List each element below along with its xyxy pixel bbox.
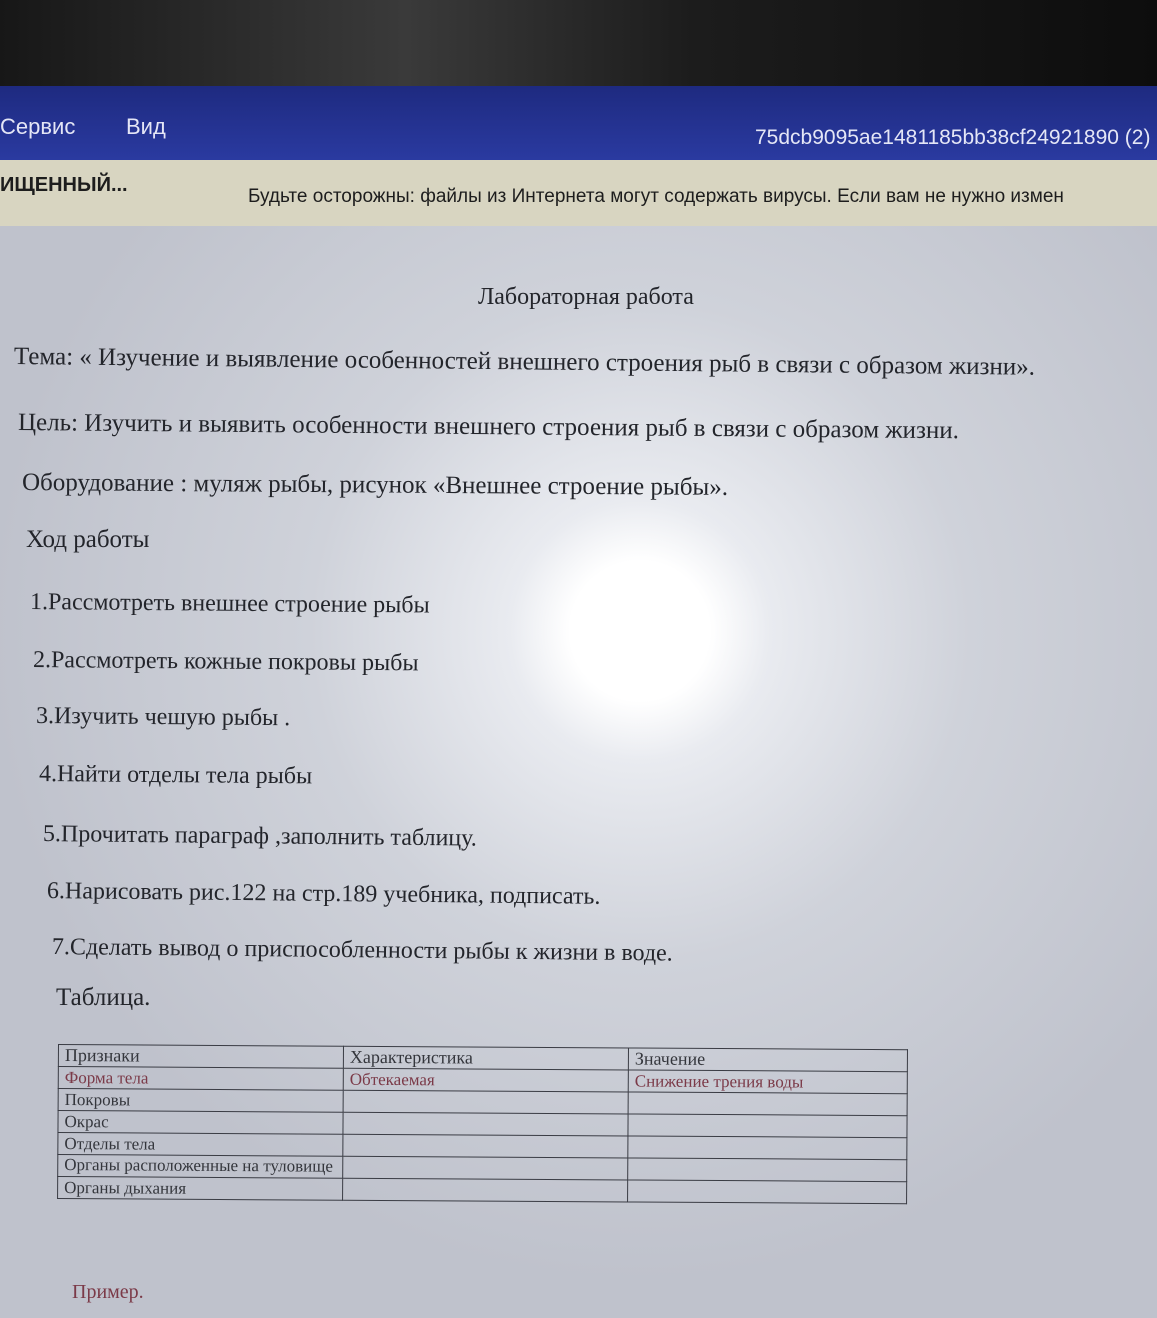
traits-table bbox=[57, 1044, 908, 1204]
table-cell bbox=[343, 1134, 628, 1158]
monitor-bezel bbox=[0, 0, 1157, 86]
table-cell: Обтекаемая bbox=[343, 1068, 628, 1092]
table-cell: Окрас bbox=[58, 1111, 343, 1135]
table-heading: Таблица. bbox=[56, 984, 151, 1011]
menu-bar bbox=[0, 86, 1157, 160]
security-warning: Будьте осторожны: файлы из Интернета могут содержать вирусы. Если вам не нужно измен bbox=[248, 186, 1064, 207]
protected-view-label: ИЩЕННЫЙ... bbox=[0, 174, 128, 196]
column-header: Признаки bbox=[58, 1045, 343, 1069]
document-title-heading: Лабораторная работа bbox=[478, 284, 694, 310]
step-item: 2.Рассмотреть кожные покровы рыбы bbox=[32, 647, 419, 677]
step-item: 7.Сделать вывод о приспособленности рыбы к жизни в воде. bbox=[51, 934, 673, 967]
lab-topic: Тема: « Изучение и выявление особенностей внешнего строения рыб в связи с образом жизни». bbox=[13, 343, 1036, 381]
table-row bbox=[58, 1177, 907, 1204]
lab-equipment: Оборудование : муляж рыбы, рисунок «Внешнее строение рыбы». bbox=[21, 469, 729, 501]
step-item: 3.Изучить чешую рыбы . bbox=[35, 703, 291, 732]
table-cell bbox=[343, 1090, 628, 1114]
menu-view[interactable]: Вид bbox=[126, 114, 166, 139]
table-cell: Покровы bbox=[58, 1089, 343, 1113]
table-cell: Органы расположенные на туловище bbox=[58, 1155, 343, 1179]
step-item: 6.Нарисовать рис.122 на стр.189 учебника, подписать. bbox=[46, 878, 601, 910]
table-cell bbox=[628, 1158, 907, 1182]
document-title: 75dcb9095ae1481185bb38cf24921890 (2) bbox=[755, 126, 1151, 149]
table-cell: Отделы тела bbox=[58, 1133, 343, 1157]
table-cell: Снижение трения воды bbox=[628, 1070, 907, 1094]
step-item: 1.Рассмотреть внешнее строение рыбы bbox=[29, 589, 430, 619]
column-header: Значение bbox=[628, 1048, 907, 1072]
table-cell bbox=[628, 1136, 907, 1160]
table-cell bbox=[343, 1112, 628, 1136]
protected-view-bar bbox=[0, 160, 1157, 227]
table-cell bbox=[628, 1114, 907, 1138]
progress-heading: Ход работы bbox=[26, 526, 150, 553]
step-item: 5.Прочитать параграф ,заполнить таблицу. bbox=[42, 821, 477, 852]
lab-goal: Цель: Изучить и выявить особенности внешнего строения рыб в связи с образом жизни. bbox=[17, 409, 960, 445]
table-cell bbox=[343, 1156, 628, 1180]
table-cell: Форма тела bbox=[58, 1067, 343, 1091]
table-cell bbox=[628, 1180, 907, 1204]
example-label: Пример. bbox=[72, 1281, 144, 1303]
table-cell: Органы дыхания bbox=[58, 1177, 343, 1201]
column-header: Характеристика bbox=[343, 1046, 628, 1070]
table-cell bbox=[343, 1178, 628, 1202]
step-item: 4.Найти отделы тела рыбы bbox=[38, 761, 313, 790]
menu-service[interactable]: Сервис bbox=[0, 114, 76, 139]
document-page bbox=[0, 226, 1157, 1318]
table-cell bbox=[628, 1092, 907, 1116]
